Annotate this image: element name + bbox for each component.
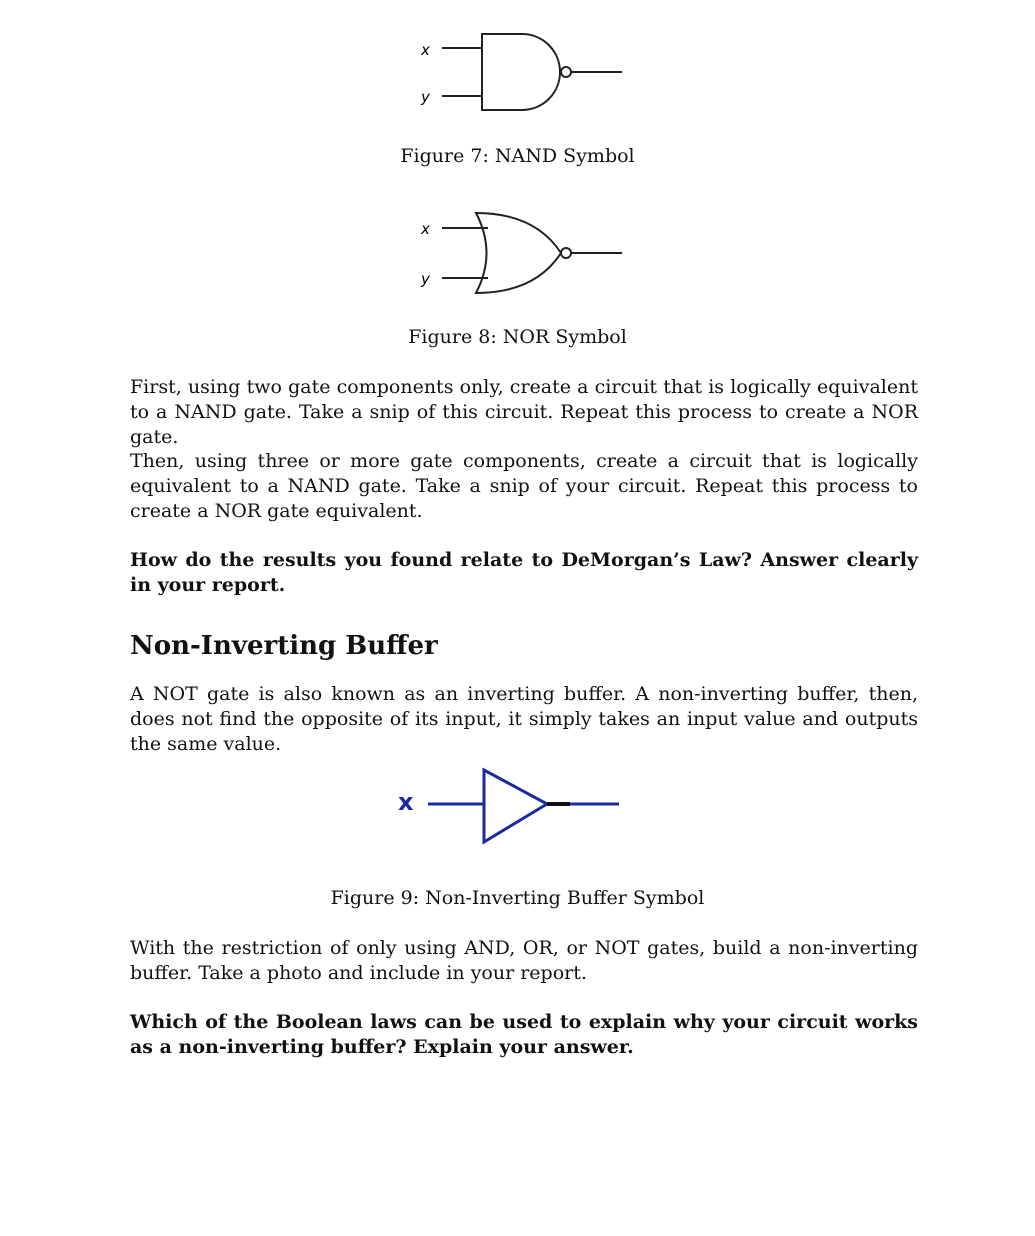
buffer-instruction-paragraph: With the restriction of only using AND, OR, or NOT gates, build a non-inverting buffer. Take a photo and include in your report.	[130, 937, 918, 984]
figure-8-caption: Figure 8: NOR Symbol	[408, 326, 627, 348]
instruction-paragraph-1: First, using two gate components only, create a circuit that is logically equivalent to a NAND gate. Take a snip of this circuit. Repeat this process to create a NOR gate.	[130, 376, 918, 448]
nand-gate-diagram	[0, 0, 1035, 130]
nand-input-y-label: y	[421, 88, 430, 106]
nor-gate-diagram	[0, 200, 1035, 310]
buffer-gate-body	[484, 770, 547, 842]
figure-9-caption: Figure 9: Non-Inverting Buffer Symbol	[330, 887, 705, 909]
nand-input-x-label: x	[421, 41, 430, 59]
question-boolean-laws: Which of the Boolean laws can be used to explain why your circuit works as a non-inverting buffer? Explain your answer.	[130, 1011, 918, 1058]
nor-gate-body	[476, 213, 561, 293]
section-heading-non-inverting-buffer: Non-Inverting Buffer	[130, 631, 438, 661]
buffer-description-paragraph: A NOT gate is also known as an inverting buffer. A non-inverting buffer, then, does not find the opposite of its input, it simply takes an input value and outputs the same value.	[130, 683, 918, 755]
figure-7-caption: Figure 7: NAND Symbol	[400, 145, 635, 167]
buffer-input-x-label: x	[398, 788, 414, 816]
nand-gate-body	[482, 34, 560, 110]
instruction-paragraph-2: Then, using three or more gate components, create a circuit that is logically equivalent to a NAND gate. Take a snip of your circuit. Repeat this process to create a NOR gate equivalent.	[130, 450, 918, 522]
nor-input-x-label: x	[421, 220, 430, 238]
nand-inversion-bubble	[561, 67, 571, 77]
buffer-gate-diagram	[0, 760, 1035, 855]
question-demorgan: How do the results you found relate to DeMorgan’s Law? Answer clearly in your report.	[130, 549, 918, 596]
nor-input-y-label: y	[421, 270, 430, 288]
nor-inversion-bubble	[561, 248, 571, 258]
